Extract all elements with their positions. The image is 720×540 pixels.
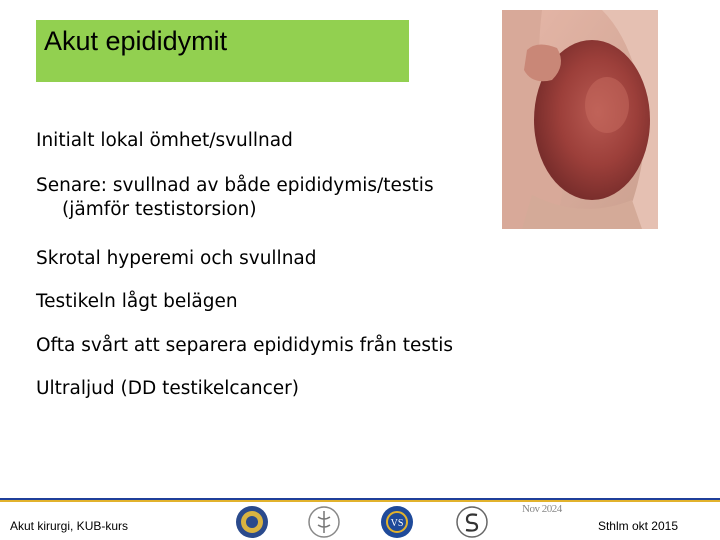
footer-course-label: Akut kirurgi, KUB-kurs: [10, 519, 129, 533]
bullet-item: [36, 247, 317, 271]
clinical-photo-image: [502, 10, 658, 229]
bullet-subtext: (jämför testistorsion): [62, 199, 257, 220]
bullet-item: [36, 129, 293, 153]
bullet-item: [36, 174, 434, 222]
bullet-text: Ofta svårt att separera epididymis från testis: [36, 335, 453, 356]
association-logo: [455, 505, 489, 539]
bullet-text: Ultraljud (DD testikelcancer): [36, 378, 299, 399]
footer-date: Nov 2024: [522, 503, 562, 515]
bullet-text: Testikeln lågt belägen: [36, 291, 238, 312]
bullet-item: [36, 290, 238, 314]
footer-divider: [0, 498, 720, 501]
slide-title: Akut epididymit: [44, 26, 228, 56]
bullet-text: Senare: svullnad av både epididymis/testis: [36, 175, 434, 196]
bullet-text: Initialt lokal ömhet/svullnad: [36, 130, 293, 151]
clinical-photo: [502, 10, 658, 229]
svg-text:VS: VS: [390, 518, 404, 529]
bullet-item: [36, 377, 299, 401]
bullet-text: Skrotal hyperemi och svullnad: [36, 248, 317, 269]
medical-society-logo: [307, 505, 341, 539]
footer-location-date: Sthlm okt 2015: [597, 519, 678, 533]
university-seal-logo: [235, 505, 269, 539]
hospital-logo: [380, 505, 414, 539]
bullet-item: [36, 334, 453, 358]
slide-title-box: [36, 20, 409, 82]
